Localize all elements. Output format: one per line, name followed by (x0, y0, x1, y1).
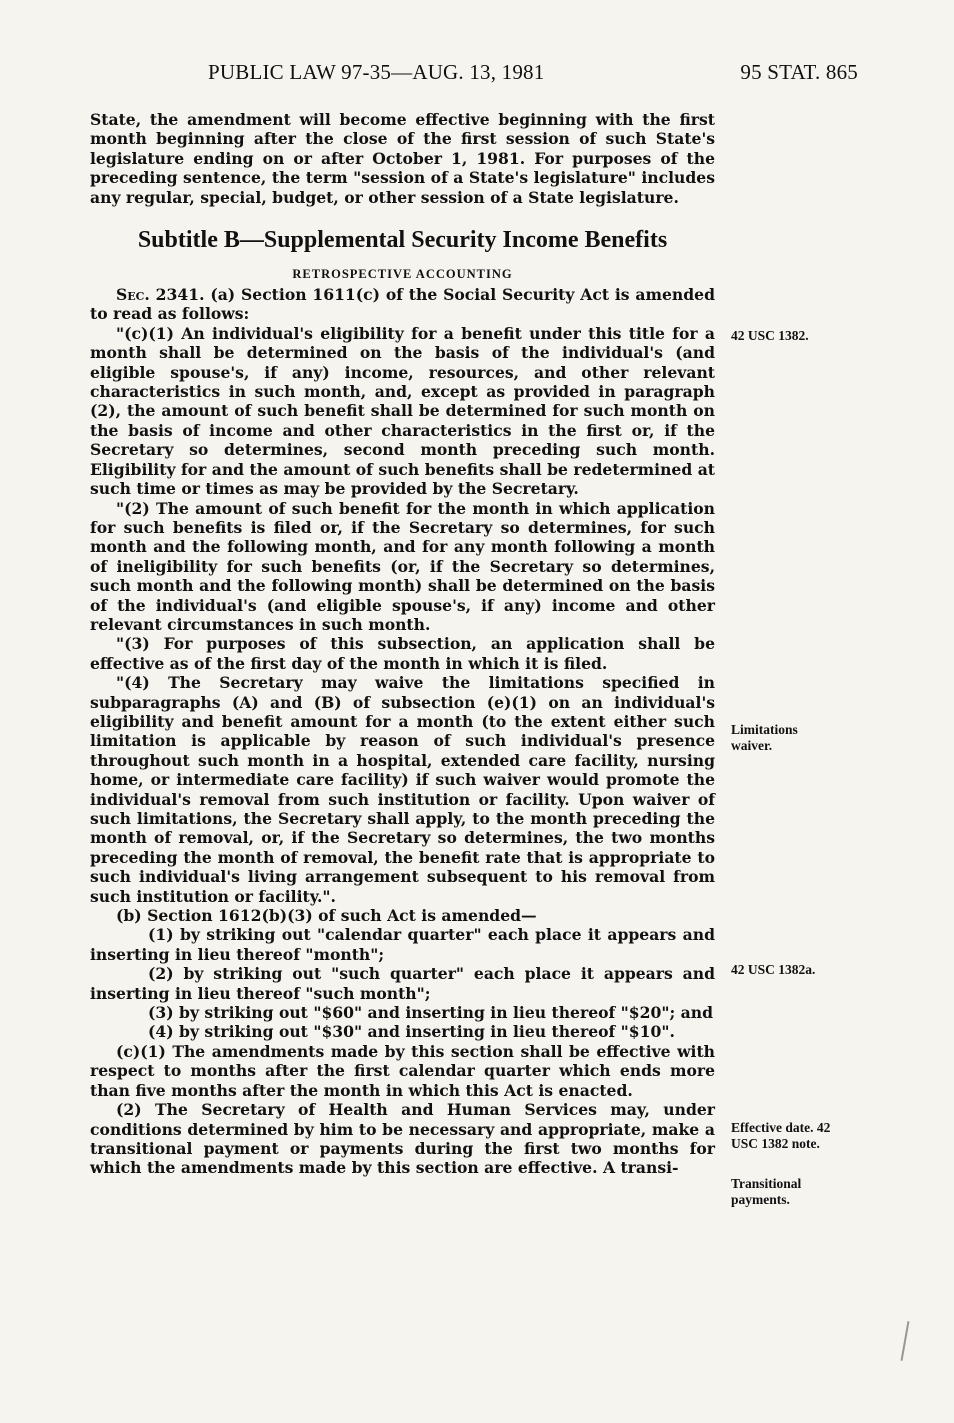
list-item-3: (3) by striking out "$60" and inserting in lieu thereof "$20"; and (148, 1003, 713, 1023)
paragraph-c-1: (c)(1) The amendments made by this section shall be effective with respect to months after the first calendar quarter which ends more than five months after the month in which this Act is enacted. (90, 1041, 715, 1100)
paragraph-c-2: (2) The Secretary of Health and Human Services may, under conditions determined by him to be necessary and appropriate, make a transitional payment or payments during the first two months for which the amendments made by this section are effective. A transi- (90, 1100, 715, 1178)
margin-note-effective-date: Effective date. 42 USC 1382 note. (731, 1120, 831, 1151)
list-item-4: (4) by striking out "$30" and inserting in lieu thereof "$10". (148, 1022, 675, 1042)
paper-mark (901, 1321, 910, 1361)
continuation-paragraph: State, the amendment will become effective beginning with the first month beginning after the close of the first session of such State's legislature ending on or after October 1, 1981. For purposes of the preceding sentence, the term "session of a State's legislature" includes any regular, special, budget, or other session of a State legislature. (90, 110, 715, 207)
list-item-1: (1) by striking out "calendar quarter" each place it appears and inserting in lieu thereof "month"; (90, 925, 715, 964)
body-text (90, 110, 715, 1178)
subtitle-heading: Subtitle B—Supplemental Security Income Benefits (137, 227, 668, 254)
margin-note-42-usc-1382: 42 USC 1382. (731, 328, 809, 343)
paragraph-c2: "(2) The amount of such benefit for the month in which application for such benefits is filed or, if the Secretary so determines, for such month and the following month, and for any month following a month of ineligibility for such benefits (or, if the Secretary so determines, such month and the following month) shall be determined on the basis of the individual's (and eligible spouse's, if any) income and other relevant circumstances in such month. (90, 498, 715, 634)
sec-intro-text: 2341. (a) Section 1611(c) of the Social Security Act is amended to read as follows: (90, 285, 715, 324)
page-header (118, 60, 858, 92)
paragraph-c1: "(c)(1) An individual's eligibility for a benefit under this title for a month shall be determined on the basis of the individual's (and eligible spouse's, if any) income, resources, and other relevant characteristics in such month, and, except as provided in paragraph (2), the amount of such benefit shall be determined for such month on the basis of income and other characteristics in the first or, if the Secretary so determines, second month preceding such month. Eligibility for and the amount of such benefits shall be redetermined at such time or times as may be provided by the Secretary. (90, 323, 715, 499)
list-item-2: (2) by striking out "such quarter" each place it appears and inserting in lieu thereof "such month"; (90, 964, 715, 1003)
sec-label: Sec. (116, 285, 150, 305)
paragraph-c3: "(3) For purposes of this subsection, an application shall be effective as of the first day of the month in which it is filed. (90, 634, 715, 673)
margin-note-42-usc-1382a: 42 USC 1382a. (731, 962, 816, 977)
running-head: PUBLIC LAW 97-35—AUG. 13, 1981 (208, 60, 545, 84)
paragraph-b: (b) Section 1612(b)(3) of such Act is amended— (116, 906, 537, 926)
paragraph-c4: "(4) The Secretary may waive the limitations specified in subparagraphs (A) and (B) of subsection (e)(1) on an individual's eligibility and benefit amount for a month (to the extent either such limitation is applicable by reason of such individual's presence throughout such month in a hospital, extended care facility, nursing home, or intermediate care facility) if such waiver would promote the individual's removal from such institution or facility. Upon waiver of such limitations, the Secretary shall apply, to the month preceding the month of removal, or, if the Secretary so determines, the two months preceding the month of removal, the benefit rate that is appropriate to such individual's living arrangement subsequent to his removal from such institution or facility.". (90, 673, 715, 906)
margin-note-transitional-payments: Transitional payments. (731, 1176, 802, 1207)
stat-page-number: 95 STAT. 865 (740, 60, 858, 84)
margin-note-limitations-waiver: Limitations waiver. (731, 722, 798, 753)
section-heading: RETROSPECTIVE ACCOUNTING (292, 267, 513, 282)
section-intro (90, 285, 715, 324)
